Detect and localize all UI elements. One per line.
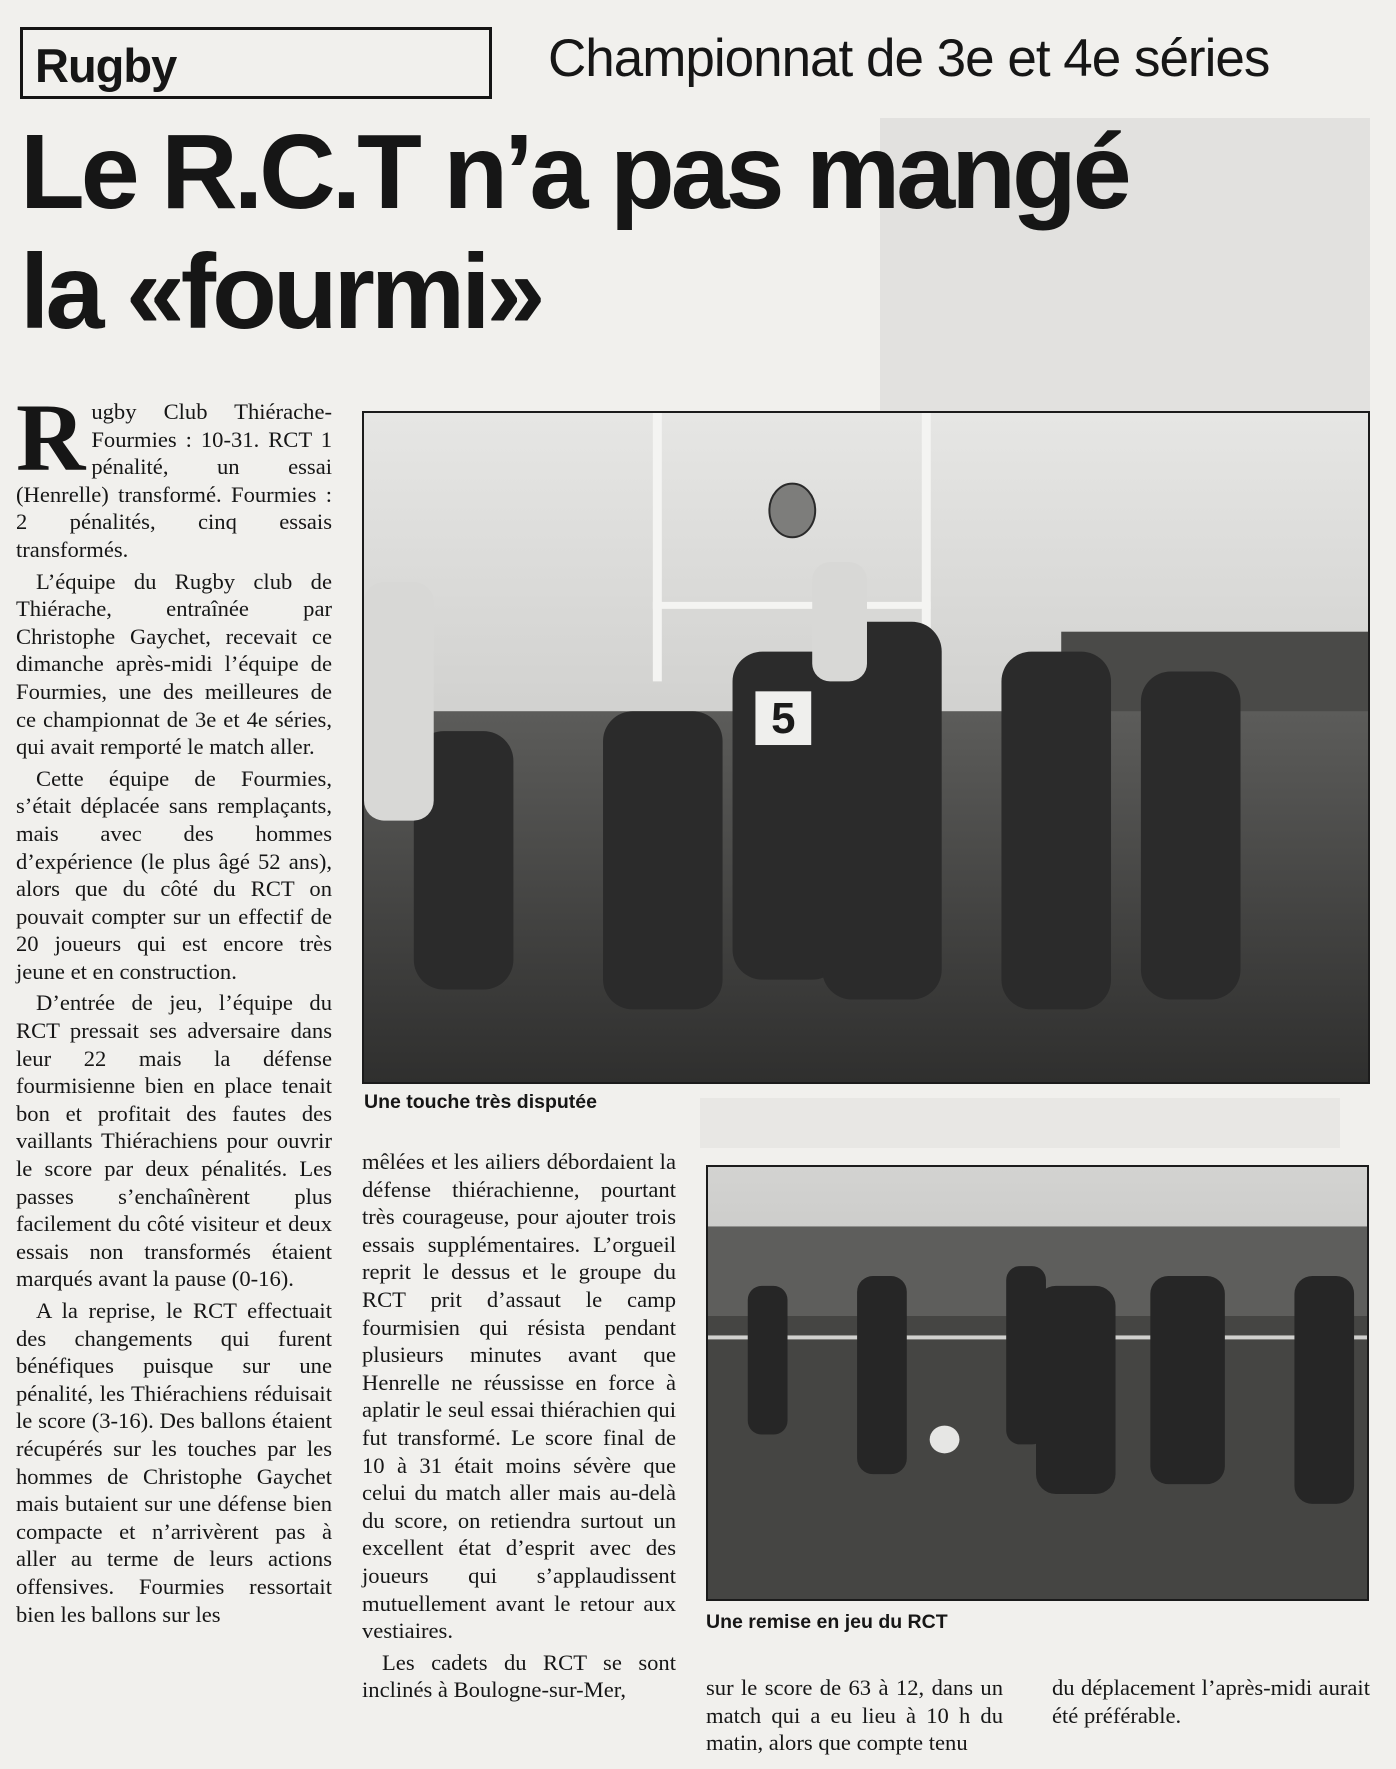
drop-cap: R [16,384,86,491]
article-paragraph: Les cadets du RCT se sont inclinés à Boulogne-sur-Mer, [362,1649,676,1703]
article-column-2 [362,1148,676,1708]
headline-line-2: la «fourmi» [20,233,542,351]
article-column-3 [706,1674,1003,1761]
article-paragraph: du déplacement l’après-midi aurait été préférable. [1052,1675,1370,1728]
article-paragraph: D’entrée de jeu, l’équipe du RCT pressait ses adversaire dans leur 22 mais la défense fourmisienne bien en place tenait bon et profitait des fautes des vaillants Thiérachiens pour ouvrir le score par deux pénalités. Les passes s’enchaînèrent plus facilement du côté visiteur et deux essais non transformés étaient marqués avant la pause (0-16). [16,990,332,1292]
article-column-1 [16,384,332,1632]
lineout-photo-image [364,413,1368,1082]
article-paragraph: Cette équipe de Fourmies, s’était déplacée sans remplaçants, mais avec des hommes d’expérience (le plus âgé 52 ans), alors que du côté du RCT on pouvait compter sur un effectif de 20 joueurs qui est encore très jeune et en construction. [16,765,332,984]
lineout-photo [362,411,1370,1084]
bleed-through-banner [700,1098,1340,1148]
photo-caption-2: Une remise en jeu du RCT [706,1611,948,1633]
headline [20,112,1250,352]
headline-line-1: Le R.C.T n’a pas mangé [20,113,1128,231]
jersey-number: 5 [771,694,796,744]
restart-photo-image [708,1167,1367,1599]
article-paragraph: L’équipe du Rugby club de Thiérache, entraînée par Christophe Gaychet, recevait ce dimanche après-midi l’équipe de Fourmies, une des meilleures de ce championnat de 3e et 4e séries, qui avait remporté le match aller. [16,568,332,760]
article-column-4 [1052,1674,1370,1733]
lead-text: ugby Club Thiérache-Fourmies : 10-31. RCT 1 pénalité, un essai (Henrelle) transformé. Fourmies : 2 pénalités, cinq essais transformés. [16,399,332,562]
rubric-label: Rugby [35,39,177,92]
restart-photo [706,1165,1369,1601]
article-lead [16,384,332,564]
series-title: Championnat de 3e et 4e séries [548,29,1270,88]
article-paragraph: A la reprise, le RCT effectuait des changements qui furent bénéfiques puisque sur une pénalité, les Thiérachiens réduisait le score (3-16). Des ballons étaient récupérés sur les touches par les hommes de Christophe Gaychet mais butaient sur une défense bien compacte et n’arrivèrent pas à aller au terme de leurs actions offensives. Fourmies ressortait bien les ballons sur les [16,1298,332,1627]
photo-caption-1: Une touche très disputée [364,1091,597,1113]
rubric-box [20,27,492,99]
article-paragraph: mêlées et les ailiers débordaient la défense thiérachienne, pourtant très courageuse, pour ajouter trois essais supplémentaires. L’orgueil reprit le dessus et le groupe du RCT prit d’assaut le camp fourmisien qui résista pendant plusieurs minutes avant que Henrelle ne réussisse en force à aplatir le seul essai thiérachien qui fut transformé. Le score final de 10 à 31 était moins sévère que celui du match aller mais au-delà du score, on retiendra surtout un excellent état d’esprit avec des joueurs qui s’applaudissent mutuellement avant le retour aux vestiaires. [362,1149,676,1644]
article-paragraph: sur le score de 63 à 12, dans un match qui a eu lieu à 10 h du matin, alors que compte tenu [706,1675,1003,1756]
